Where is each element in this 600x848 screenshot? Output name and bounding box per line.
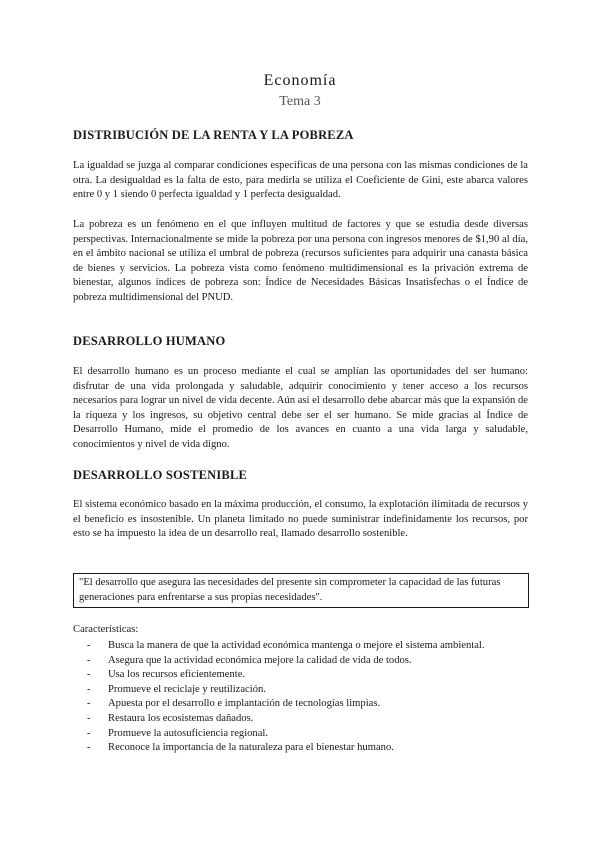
characteristics-label: Características: bbox=[73, 624, 139, 635]
bullet-dash: - bbox=[87, 654, 91, 666]
list-item bbox=[73, 639, 528, 654]
list-item-text: Apuesta por el desarrollo e implantación de tecnologías limpias. bbox=[108, 698, 381, 710]
list-item-text: Promueve la autosuficiencia regional. bbox=[108, 727, 269, 739]
list-item bbox=[73, 683, 528, 698]
list-item bbox=[73, 741, 528, 756]
list-item-text: Asegura que la actividad económica mejore la calidad de vida de todos. bbox=[108, 654, 412, 666]
paragraph-desarrollo-humano: El desarrollo humano es un proceso mediante el cual se amplían las oportunidades del ser humano: disfrutar de una vida prolongada y saludable, adquirir conocimiento y tener acceso a los recursos necesarios para lograr un nivel de vida decente. Aún así el desarrollo debe abarcar más que la expansión de la riqueza y los ingresos, su objetivo central debe ser el ser humano. Se mide gracias al Índice de Desarrollo Humano, mide el promedio de los avances en cuanto a una vida larga y saludable, conocimientos y nivel de vida digno. bbox=[73, 366, 528, 450]
definition-quote-box: "El desarrollo que asegura las necesidades del presente sin comprometer la capacidad de las futuras generaciones para enfrentarse a sus propias necesidades". bbox=[73, 573, 529, 608]
section-heading-desarrollo-sostenible: DESARROLLO SOSTENIBLE bbox=[73, 468, 248, 482]
list-item-text: Promueve el reciclaje y reutilización. bbox=[108, 683, 266, 695]
list-item-text: Usa los recursos eficientemente. bbox=[108, 669, 246, 681]
list-item bbox=[73, 712, 528, 727]
list-item bbox=[73, 654, 528, 669]
bullet-dash: - bbox=[87, 669, 91, 681]
page-title: Economía bbox=[263, 72, 337, 89]
list-item-text: Restaura los ecosistemas dañados. bbox=[108, 712, 254, 724]
bullet-dash: - bbox=[87, 640, 91, 651]
page-subtitle: Tema 3 bbox=[279, 94, 321, 109]
characteristics-list bbox=[73, 639, 528, 756]
bullet-dash: - bbox=[87, 727, 91, 739]
bullet-dash: - bbox=[87, 742, 91, 754]
list-item-text: Busca la manera de que la actividad económica mantenga o mejore el sistema ambiental. bbox=[108, 640, 485, 651]
list-item bbox=[73, 668, 528, 683]
section-heading-distribucion: DISTRIBUCIÓN DE LA RENTA Y LA POBREZA bbox=[73, 128, 354, 142]
paragraph-desarrollo-sostenible: El sistema económico basado en la máxima producción, el consumo, la explotación ilimitada de recursos y el beneficio es insostenible. Un planeta limitado no puede suministrar indefinidamente los recursos, por esto se ha impuesto la idea de un desarrollo real, llamado desarrollo sostenible. bbox=[73, 499, 528, 540]
paragraph-pobreza: La pobreza es un fenómeno en el que influyen multitud de factores y que se estudia desde diversas perspectivas. Internacionalmente se mide la pobreza por una persona con ingresos menores de $1,90 al día, en el ámbito nacional se utiliza el umbral de pobreza (recursos suficientes para adquirir una canasta básica de bienes y servicios. La pobreza vista como fenómeno multidimensional es la privación extrema de bienestar, algunos índices de pobreza son: Índice de Necesidades Básicas Insatisfechas o el Índice de pobreza multidimensional del PNUD. bbox=[73, 219, 528, 303]
list-item bbox=[73, 727, 528, 742]
section-heading-desarrollo-humano: DESARROLLO HUMANO bbox=[73, 334, 226, 348]
list-item-text: Reconoce la importancia de la naturaleza para el bienestar humano. bbox=[108, 742, 394, 754]
bullet-dash: - bbox=[87, 712, 91, 724]
bullet-dash: - bbox=[87, 698, 91, 710]
list-item bbox=[73, 697, 528, 712]
paragraph-desigualdad: La igualdad se juzga al comparar condiciones específicas de una persona con las mismas condiciones de la otra. La desigualdad es la falta de esto, para medirla se utiliza el Coeficiente de Gini, este abarca valores entre 0 y 1 siendo 0 perfecta igualdad y 1 perfecta desigualdad. bbox=[73, 160, 528, 201]
bullet-dash: - bbox=[87, 683, 91, 695]
